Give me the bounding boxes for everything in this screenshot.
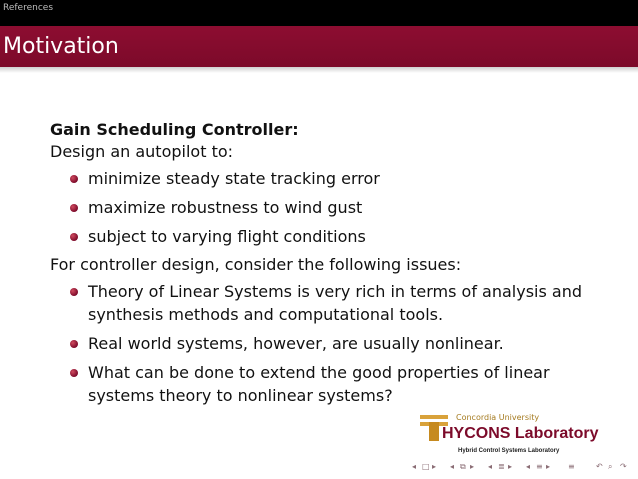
nav-document-icon[interactable]: ≡ xyxy=(536,462,543,471)
lab-name: HYCONS Laboratory xyxy=(442,425,599,442)
nav-section-icon[interactable]: ≣ xyxy=(498,462,505,471)
nav-next-icon[interactable]: ▸ xyxy=(432,462,437,471)
list-item-text: What can be done to extend the good properties of linear systems theory to nonlinear systems? xyxy=(88,363,550,405)
issues-list xyxy=(50,280,610,407)
nav-search-icon[interactable]: ⌕ xyxy=(608,462,613,471)
block-heading: Gain Scheduling Controller: xyxy=(50,120,299,139)
lab-subtitle: Hybrid Control Systems Laboratory xyxy=(458,448,560,454)
nav-subsection-icon[interactable]: ⧉ xyxy=(460,462,466,471)
frame-title-bar xyxy=(0,26,638,67)
nav-appendix-icon[interactable]: ≡ xyxy=(568,462,575,471)
nav-prev-section-icon[interactable]: ◂ xyxy=(488,462,493,471)
nav-next-section-icon[interactable]: ▸ xyxy=(508,462,513,471)
list-item xyxy=(50,280,610,326)
nav-frame-icon[interactable]: □ xyxy=(422,462,430,471)
bullet-icon xyxy=(70,175,78,183)
section-nav-link[interactable]: References xyxy=(3,3,54,13)
list-item-text: minimize steady state tracking error xyxy=(88,169,380,188)
bullet-icon xyxy=(70,288,78,296)
nav-next-subsection-icon[interactable]: ▸ xyxy=(470,462,475,471)
list-item-text: Real world systems, however, are usually nonlinear. xyxy=(88,334,504,353)
list-item xyxy=(50,167,610,190)
top-navigation-bar xyxy=(0,0,638,26)
nav-first-icon[interactable]: ◂ xyxy=(412,462,417,471)
frame-title: Motivation xyxy=(3,34,119,59)
university-name: Concordia University xyxy=(456,413,540,422)
list-item-text: maximize robustness to wind gust xyxy=(88,198,363,217)
slide-content xyxy=(50,119,610,413)
list-item-text: Theory of Linear Systems is very rich in terms of analysis and synthesis methods and computational tools. xyxy=(88,282,583,324)
list-item xyxy=(50,361,610,407)
nav-forward-icon[interactable]: ↷ xyxy=(620,462,627,471)
nav-next-doc-icon[interactable]: ▸ xyxy=(546,462,551,471)
nav-prev-subsection-icon[interactable]: ◂ xyxy=(450,462,455,471)
bullet-icon xyxy=(70,204,78,212)
hycons-logo xyxy=(420,411,632,459)
list-item xyxy=(50,196,610,219)
list-item-text: subject to varying flight conditions xyxy=(88,227,366,246)
bullet-icon xyxy=(70,369,78,377)
bullet-icon xyxy=(70,340,78,348)
nav-prev-doc-icon[interactable]: ◂ xyxy=(526,462,531,471)
nav-back-icon[interactable]: ↶ xyxy=(596,462,603,471)
intro-text: Design an autopilot to: xyxy=(50,142,234,161)
goals-list xyxy=(50,167,610,248)
title-shadow xyxy=(0,67,638,73)
issues-intro-text: For controller design, consider the following issues: xyxy=(50,255,462,274)
bullet-icon xyxy=(70,233,78,241)
list-item xyxy=(50,225,610,248)
list-item xyxy=(50,332,610,355)
beamer-navigation-symbols xyxy=(412,462,634,474)
